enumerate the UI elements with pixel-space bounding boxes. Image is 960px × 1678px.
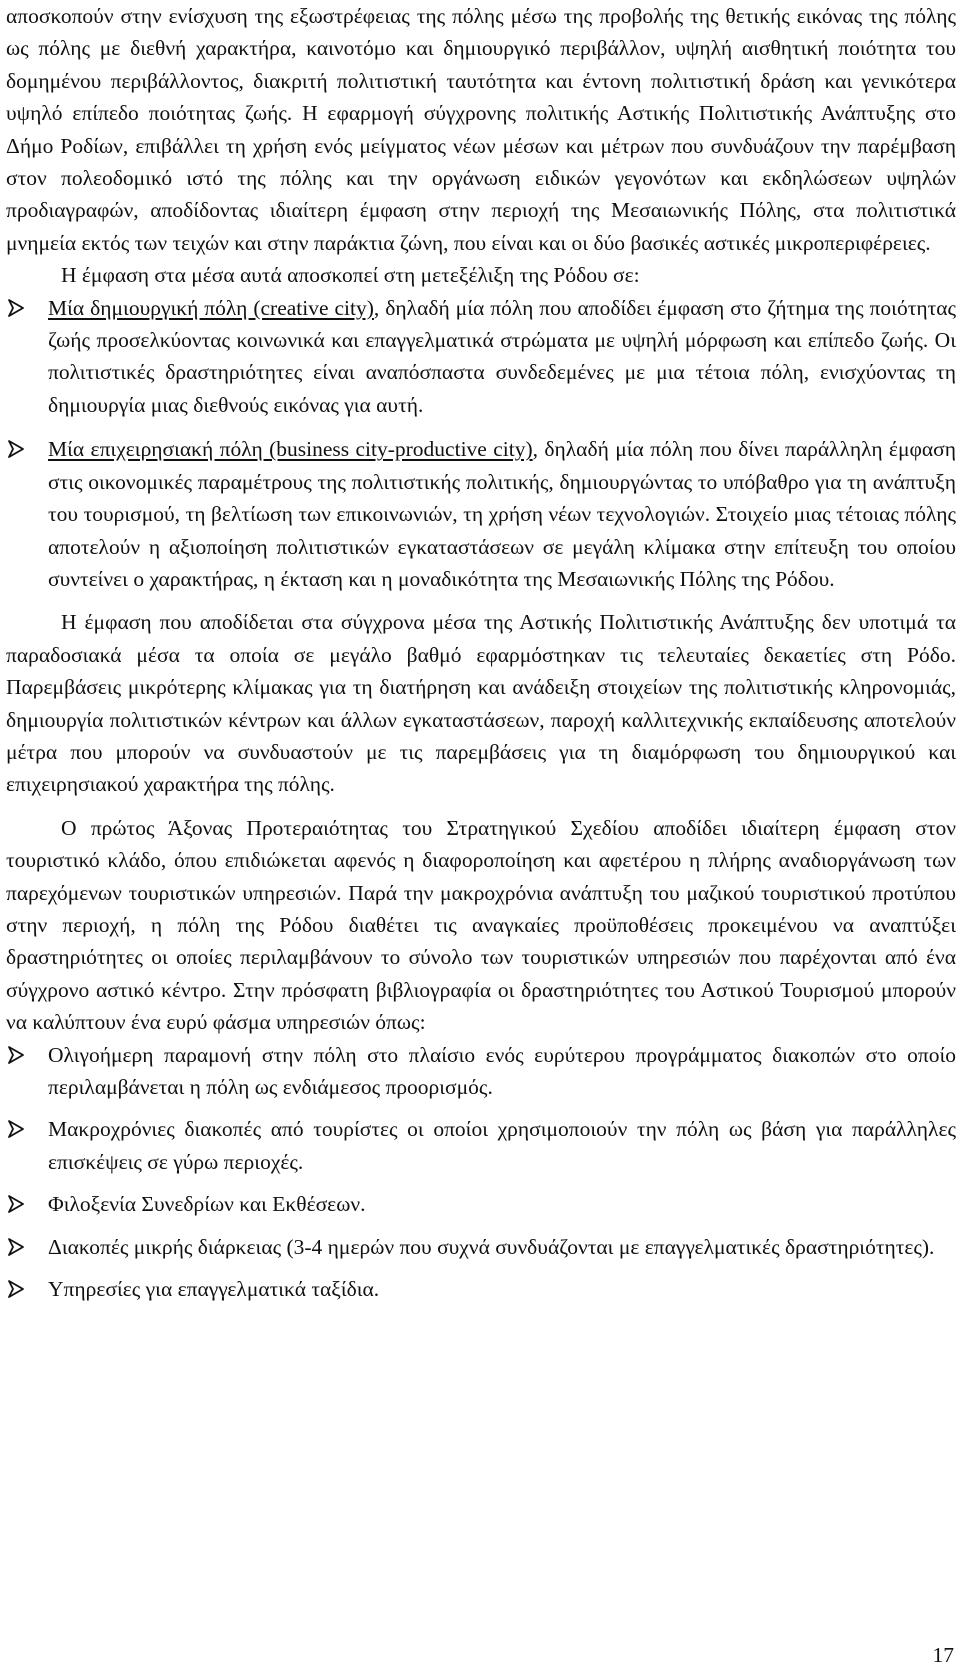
- service-text: Υπηρεσίες για επαγγελματικά ταξίδια.: [48, 1277, 380, 1302]
- city-type-title: Μία δημιουργική πόλη (creative city): [48, 295, 374, 320]
- arrowhead-bullet-icon: [6, 433, 30, 465]
- arrowhead-bullet-icon: [6, 1273, 30, 1305]
- city-type-text: , δηλαδή μία πόλη που αποδίδει έμφαση στο ζήτημα της ποιότητας ζωής προσελκύοντας κοινωνικά και επαγγελματικά στρώματα με υψηλή μόρφωση και επίπεδο ζωής. Οι πολιτιστικές δραστηριότητες είναι αναπόσπαστα συνδεδεμένες με μια τέτοια πόλη, ενισχύοντας τη δημιουργία μιας διεθνούς εικόνας για αυτή.: [48, 295, 956, 417]
- service-text: Ολιγοήμερη παραμονή στην πόλη στο πλαίσιο ενός ευρύτερου προγράμματος διακοπών στο οποίο περιλαμβάνεται η πόλη ως ενδιάμεσος προορισμός.: [48, 1042, 956, 1099]
- modern-means-paragraph: Η έμφαση που αποδίδεται στα σύγχρονα μέσα της Αστικής Πολιτιστικής Ανάπτυξης δεν υποτιμά τα παραδοσιακά μέσα τα οποία σε μεγάλο βαθμό εφαρμόστηκαν τις τελευταίες δεκαετίες στη Ρόδο. Παρεμβάσεις μικρότερης κλίμακας για τη διατήρηση και ανάδειξη στοιχείων της πολιτιστικής κληρονομιάς, δημιουργία πολιτιστικών κέντρων και άλλων εγκαταστάσεων, παροχή καλλιτεχνικής εκπαίδευσης αποτελούν μέτρα που μπορούν να συνδυαστούν με τις παρεμβάσεις για τη διαμόρφωση του δημιουργικού και επιχειρησιακού χαρακτήρα της πόλης.: [6, 610, 956, 797]
- list-item: [6, 433, 956, 595]
- arrowhead-bullet-icon: [6, 1039, 30, 1071]
- list-item: [6, 292, 956, 422]
- emphasis-intro: Η έμφαση στα μέσα αυτά αποσκοπεί στη μετεξέλιξη της Ρόδου σε:: [61, 263, 640, 288]
- service-text: Μακροχρόνιες διακοπές από τουρίστες οι οποίοι χρησιμοποιούν την πόλη ως βάση για παράλληλες επισκέψεις σε γύρω περιοχές.: [48, 1117, 956, 1174]
- list-item: [6, 1273, 956, 1305]
- priority-axis-paragraph: Ο πρώτος Άξονας Προτεραιότητας του Στρατηγικού Σχεδίου αποδίδει ιδιαίτερη έμφαση στον τουριστικό κλάδο, όπου επιδιώκεται αφενός η διαφοροποίηση και αφετέρου η πλήρης αναδιοργάνωση των παρεχόμενων τουριστικών υπηρεσιών. Παρά την μακροχρόνια ανάπτυξη του μαζικού τουριστικού προτύπου στην περιοχή, η πόλη της Ρόδου διαθέτει τις αναγκαίες προϋποθέσεις προκειμένου να αναπτύξει δραστηριότητες οι οποίες περιλαμβάνουν το σύνολο των τουριστικών υπηρεσιών που παρέχονται από ένα σύγχρονο αστικό κέντρο. Στην πρόσφατη βιβλιογραφία οι δραστηριότητες του Αστικού Τουρισμού μπορούν να καλύπτουν ένα ευρύ φάσμα υπηρεσιών όπως:: [6, 815, 956, 1035]
- page-body: [6, 0, 956, 1305]
- service-text: Φιλοξενία Συνεδρίων και Εκθέσεων.: [48, 1192, 366, 1217]
- list-item: [6, 1039, 956, 1104]
- city-type-title: Μία επιχειρησιακή πόλη (business city-productive city): [48, 437, 533, 462]
- service-text: Διακοπές μικρής διάρκειας (3-4 ημερών που συχνά συνδυάζονται με επαγγελματικές δραστηριότητες).: [48, 1234, 935, 1259]
- intro-paragraph: αποσκοπούν στην ενίσχυση της εξωστρέφειας της πόλης μέσω της προβολής της θετικής εικόνας της πόλης ως πόλης με διεθνή χαρακτήρα, καινοτόμο και δημιουργικό περιβάλλον, υψηλή αισθητική ποιότητα του δομημένου περιβάλλοντος, διακριτή πολιτιστική ταυτότητα και έντονη πολιτιστική δράση και γενικότερα υψηλό επίπεδο ποιότητας ζωής. Η εφαρμογή σύγχρονης πολιτικής Αστικής Πολιτιστικής Ανάπτυξης στο Δήμο Ροδίων, επιβάλλει τη χρήση ενός μείγματος νέων μέσων και μέτρων που συνδυάζουν την παρέμβαση στον πολεοδομικό ιστό της πόλης και την οργάνωση ειδικών γεγονότων και εκδηλώσεων υψηλών προδιαγραφών, αποδίδοντας ιδιαίτερη έμφαση στην περιοχή της Μεσαιωνικής Πόλης, στα πολιτιστικά μνημεία εκτός των τειχών και στην παράκτια ζώνη, που είναι και οι δύο βασικές αστικές μικροπεριφέρειες.: [6, 4, 956, 255]
- arrowhead-bullet-icon: [6, 292, 30, 324]
- list-item: [6, 1188, 956, 1220]
- city-type-text: , δηλαδή μία πόλη που δίνει παράλληλη έμφαση στις οικονομικές παραμέτρους της πολιτιστικής πολιτικής, δημιουργώντας το υπόβαθρο για τη ανάπτυξη του τουρισμού, τη βελτίωση των επικοινωνιών, τη χρήση νέων τεχνολογιών. Στοιχείο μιας τέτοιας πόλης αποτελούν η αξιοποίηση πολιτιστικών εγκαταστάσεων σε μεγάλη κλίμακα στην επίτευξη του οποίου συντείνει ο χαρακτήρας, η έκταση και η μοναδικότητα της Μεσαιωνικής Πόλης της Ρόδου.: [48, 437, 956, 591]
- page-number: 17: [932, 1643, 954, 1667]
- arrowhead-bullet-icon: [6, 1231, 30, 1263]
- city-types-list: [6, 292, 956, 596]
- list-item: [6, 1113, 956, 1178]
- arrowhead-bullet-icon: [6, 1113, 30, 1145]
- services-list: [6, 1039, 956, 1306]
- list-item: [6, 1231, 956, 1263]
- arrowhead-bullet-icon: [6, 1188, 30, 1220]
